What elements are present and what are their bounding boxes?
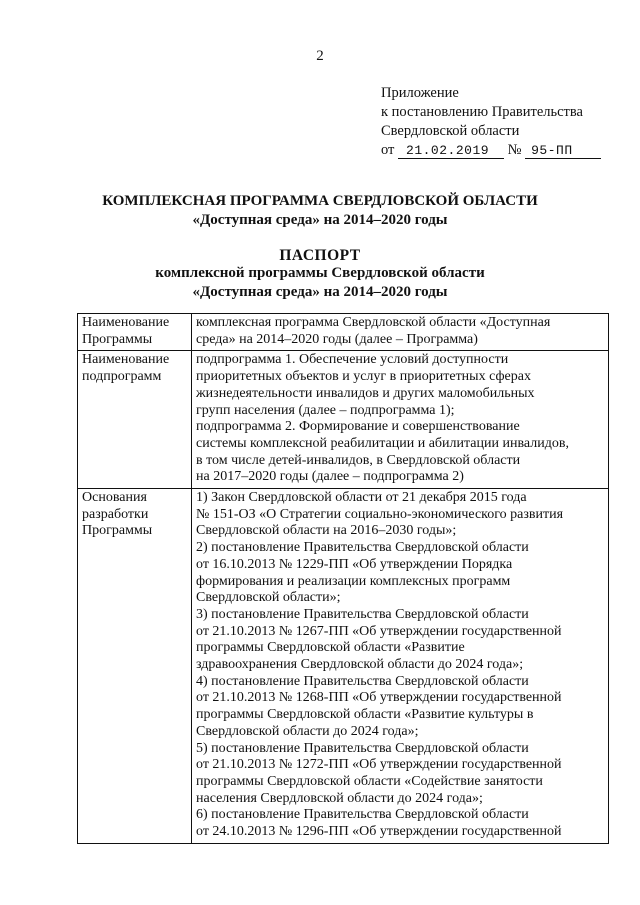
resolution-date: 21.02.2019: [398, 143, 504, 159]
row-content-cell: [192, 489, 609, 844]
row-content-line: приоритетных объектов и услуг в приоритетных сферах: [196, 369, 531, 385]
table-row: [78, 489, 609, 844]
passport-subtitle: [0, 264, 640, 302]
row-content-line: от 16.10.2013 № 1229-ПП «Об утверждении Порядка: [196, 556, 513, 572]
row-label-cell: [78, 351, 192, 489]
row-content-line: здравоохранения Свердловской области до 2024 года»;: [196, 657, 524, 673]
row-label-cell: [78, 489, 192, 844]
passport-table: [77, 313, 609, 844]
row-label-line: Программы: [82, 331, 153, 347]
passport-subtitle-line: «Доступная среда» на 2014–2020 годы: [192, 284, 448, 300]
row-label-cell: [78, 314, 192, 351]
program-title-line: «Доступная среда» на 2014–2020 годы: [192, 212, 448, 228]
passport-title: ПАСПОРТ: [279, 247, 361, 264]
row-label-line: Основания: [82, 490, 147, 506]
row-content-line: жизнедеятельности инвалидов и других маломобильных: [196, 385, 535, 401]
row-content-line: формирования и реализации комплексных программ: [196, 573, 511, 589]
row-content-line: в том числе детей-инвалидов, в Свердловской области: [196, 452, 521, 468]
row-content-cell: [192, 314, 609, 351]
row-content-line: 6) постановление Правительства Свердловской области: [196, 807, 529, 823]
row-content-line: среда» на 2014–2020 годы (далее – Программа): [196, 331, 478, 347]
row-content-line: групп населения (далее – подпрограмма 1);: [196, 402, 455, 418]
row-content-line: 4) постановление Правительства Свердловской области: [196, 673, 529, 689]
table-row: [78, 314, 609, 351]
row-content-line: населения Свердловской области до 2024 года»;: [196, 790, 483, 806]
row-content-line: комплексная программа Свердловской области «Доступная: [196, 315, 551, 330]
row-label-line: подпрограмм: [82, 369, 162, 385]
row-content-line: системы комплексной реабилитации и абилитации инвалидов,: [196, 435, 569, 451]
row-label-line: Наименование: [82, 352, 170, 368]
row-label-line: Наименование: [82, 315, 170, 330]
row-content-line: от 24.10.2013 № 1296-ПП «Об утверждении государственной: [196, 824, 562, 840]
row-content-line: Свердловской области»;: [196, 590, 341, 606]
appendix-date-line: [381, 141, 601, 160]
program-title: [0, 192, 640, 230]
appendix-line: к постановлению Правительства: [381, 104, 583, 120]
program-title-line: КОМПЛЕКСНАЯ ПРОГРАММА СВЕРДЛОВСКОЙ ОБЛАСТИ: [102, 193, 538, 209]
row-content-line: 5) постановление Правительства Свердловской области: [196, 740, 529, 756]
row-content-line: программы Свердловской области «Развитие культуры в: [196, 707, 534, 723]
row-label-line: разработки: [82, 506, 149, 522]
passport-subtitle-line: комплексной программы Свердловской области: [155, 265, 485, 281]
row-content-line: подпрограмма 2. Формирование и совершенствование: [196, 419, 520, 435]
page-number: 2: [316, 48, 324, 64]
row-content-line: от 21.10.2013 № 1268-ПП «Об утверждении государственной: [196, 690, 562, 706]
from-label: от: [381, 142, 395, 158]
row-content-line: 3) постановление Правительства Свердловской области: [196, 606, 529, 622]
number-label: №: [507, 142, 522, 158]
row-content-line: Свердловской области до 2024 года»;: [196, 723, 419, 739]
appendix-line: Приложение: [381, 85, 459, 101]
row-content-line: подпрограмма 1. Обеспечение условий доступности: [196, 352, 509, 368]
row-content-line: программы Свердловской области «Развитие: [196, 640, 465, 656]
resolution-number: 95-ПП: [525, 143, 601, 159]
row-content-line: от 21.10.2013 № 1272-ПП «Об утверждении государственной: [196, 757, 562, 773]
row-content-cell: [192, 351, 609, 489]
row-label-line: Программы: [82, 523, 153, 539]
row-content-line: от 21.10.2013 № 1267-ПП «Об утверждении государственной: [196, 623, 562, 639]
row-content-line: Свердловской области на 2016–2030 годы»;: [196, 523, 457, 539]
row-content-line: № 151-ОЗ «О Стратегии социально-экономического развития: [196, 506, 564, 522]
row-content-line: программы Свердловской области «Содействие занятости: [196, 773, 543, 789]
table-row: [78, 351, 609, 489]
appendix-block: [381, 84, 601, 160]
row-content-line: 2) постановление Правительства Свердловской области: [196, 540, 529, 556]
row-content-line: на 2017–2020 годы (далее – подпрограмма 2): [196, 469, 464, 485]
appendix-line: Свердловской области: [381, 123, 520, 139]
row-content-line: 1) Закон Свердловской области от 21 декабря 2015 года: [196, 490, 527, 506]
